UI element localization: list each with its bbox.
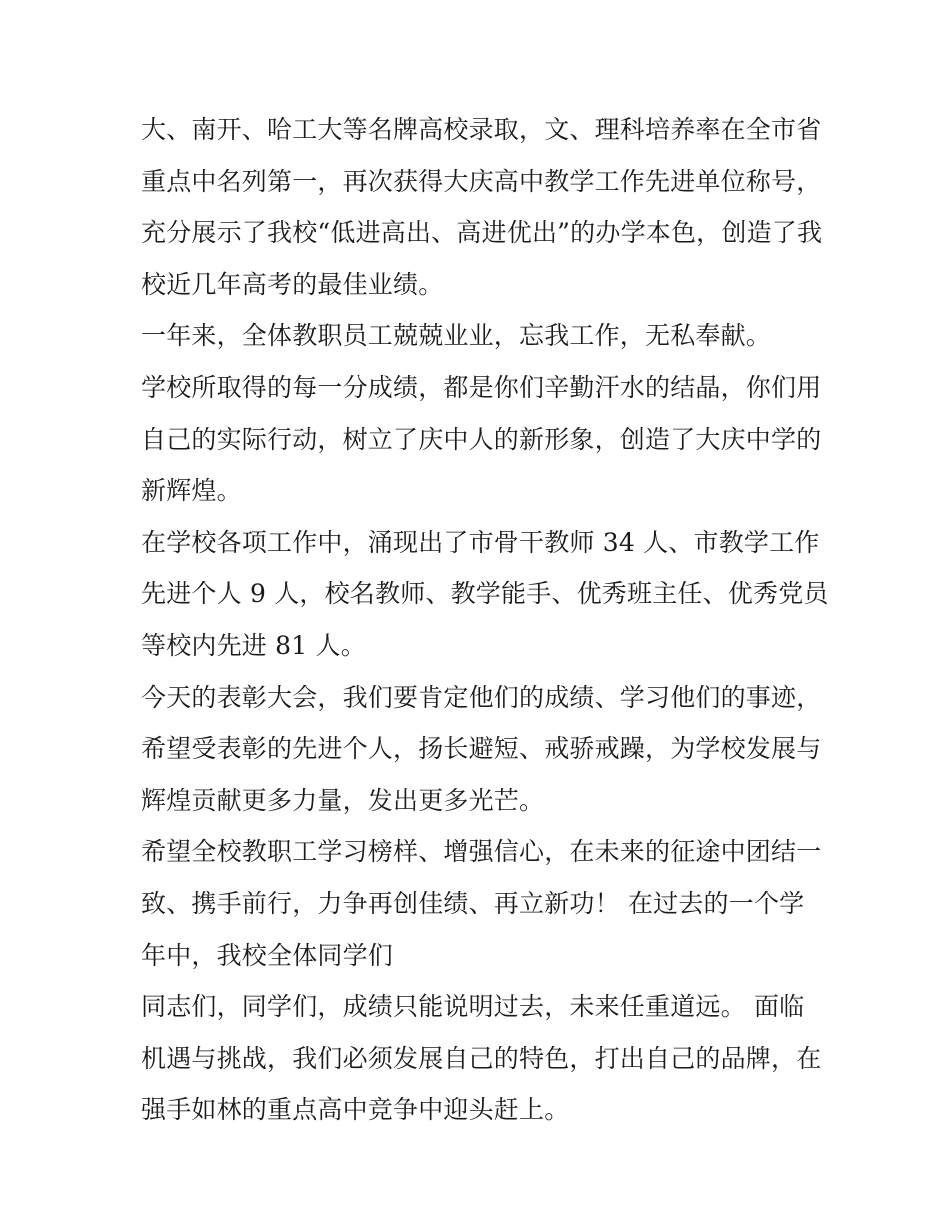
text-line: 强手如林的重点高中竞争中迎头赶上。 xyxy=(141,1095,570,1125)
text-line: 致、携手前行，力争再创佳绩、再立新功！ 在过去的一个学 xyxy=(141,888,805,918)
text-line: 等校内先进 81 人。 xyxy=(141,630,366,660)
text-line: 机遇与挑战，我们必须发展自己的特色，打出自己的品牌，在 xyxy=(141,1043,822,1073)
text-line: 同志们，同学们，成绩只能说明过去，未来任重道远。 面临 xyxy=(141,992,805,1022)
text-line: 今天的表彰大会，我们要肯定他们的成绩、学习他们的事迹， xyxy=(141,682,822,712)
paragraph-hopes xyxy=(141,826,821,981)
text-line: 希望全校教职工学习榜样、增强信心，在未来的征途中团结一 xyxy=(141,837,822,867)
paragraph-future xyxy=(141,981,821,1136)
text-line: 辉煌贡献更多力量，发出更多光芒。 xyxy=(141,785,545,815)
text-line: 学校所取得的每一分成绩，都是你们辛勤汗水的结晶，你们用 xyxy=(141,372,822,402)
text-line: 重点中名列第一，再次获得大庆高中教学工作先进单位称号， xyxy=(141,166,822,196)
text-line: 校近几年高考的最佳业绩。 xyxy=(141,269,444,299)
text-line: 希望受表彰的先进个人，扬长避短、戒骄戒躁，为学校发展与 xyxy=(141,734,822,764)
text-line: 大、南开、哈工大等名牌高校录取，文、理科培养率在全市省 xyxy=(141,115,822,144)
paragraph-staff-dedication xyxy=(141,310,821,362)
text-line: 在学校各项工作中，涌现出了市骨干教师 34 人、市教学工作 xyxy=(141,527,820,557)
text-line: 新辉煌。 xyxy=(141,476,242,506)
paragraph-results xyxy=(141,362,821,517)
paragraph-honors xyxy=(141,517,829,672)
text-line: 先进个人 9 人，校名教师、教学能手、优秀班主任、优秀党员 xyxy=(141,579,829,609)
paragraph-achievements xyxy=(141,104,821,310)
text-line: 充分展示了我校“低进高出、高进优出”的办学本色，创造了我 xyxy=(141,218,823,248)
paragraph-commendation xyxy=(141,672,821,827)
document-body xyxy=(141,104,829,1136)
text-line: 年中，我校全体同学们 xyxy=(141,940,394,970)
text-line: 一年来，全体教职员工兢兢业业，忘我工作，无私奉献。 xyxy=(141,321,772,351)
text-line: 自己的实际行动，树立了庆中人的新形象，创造了大庆中学的 xyxy=(141,424,822,454)
